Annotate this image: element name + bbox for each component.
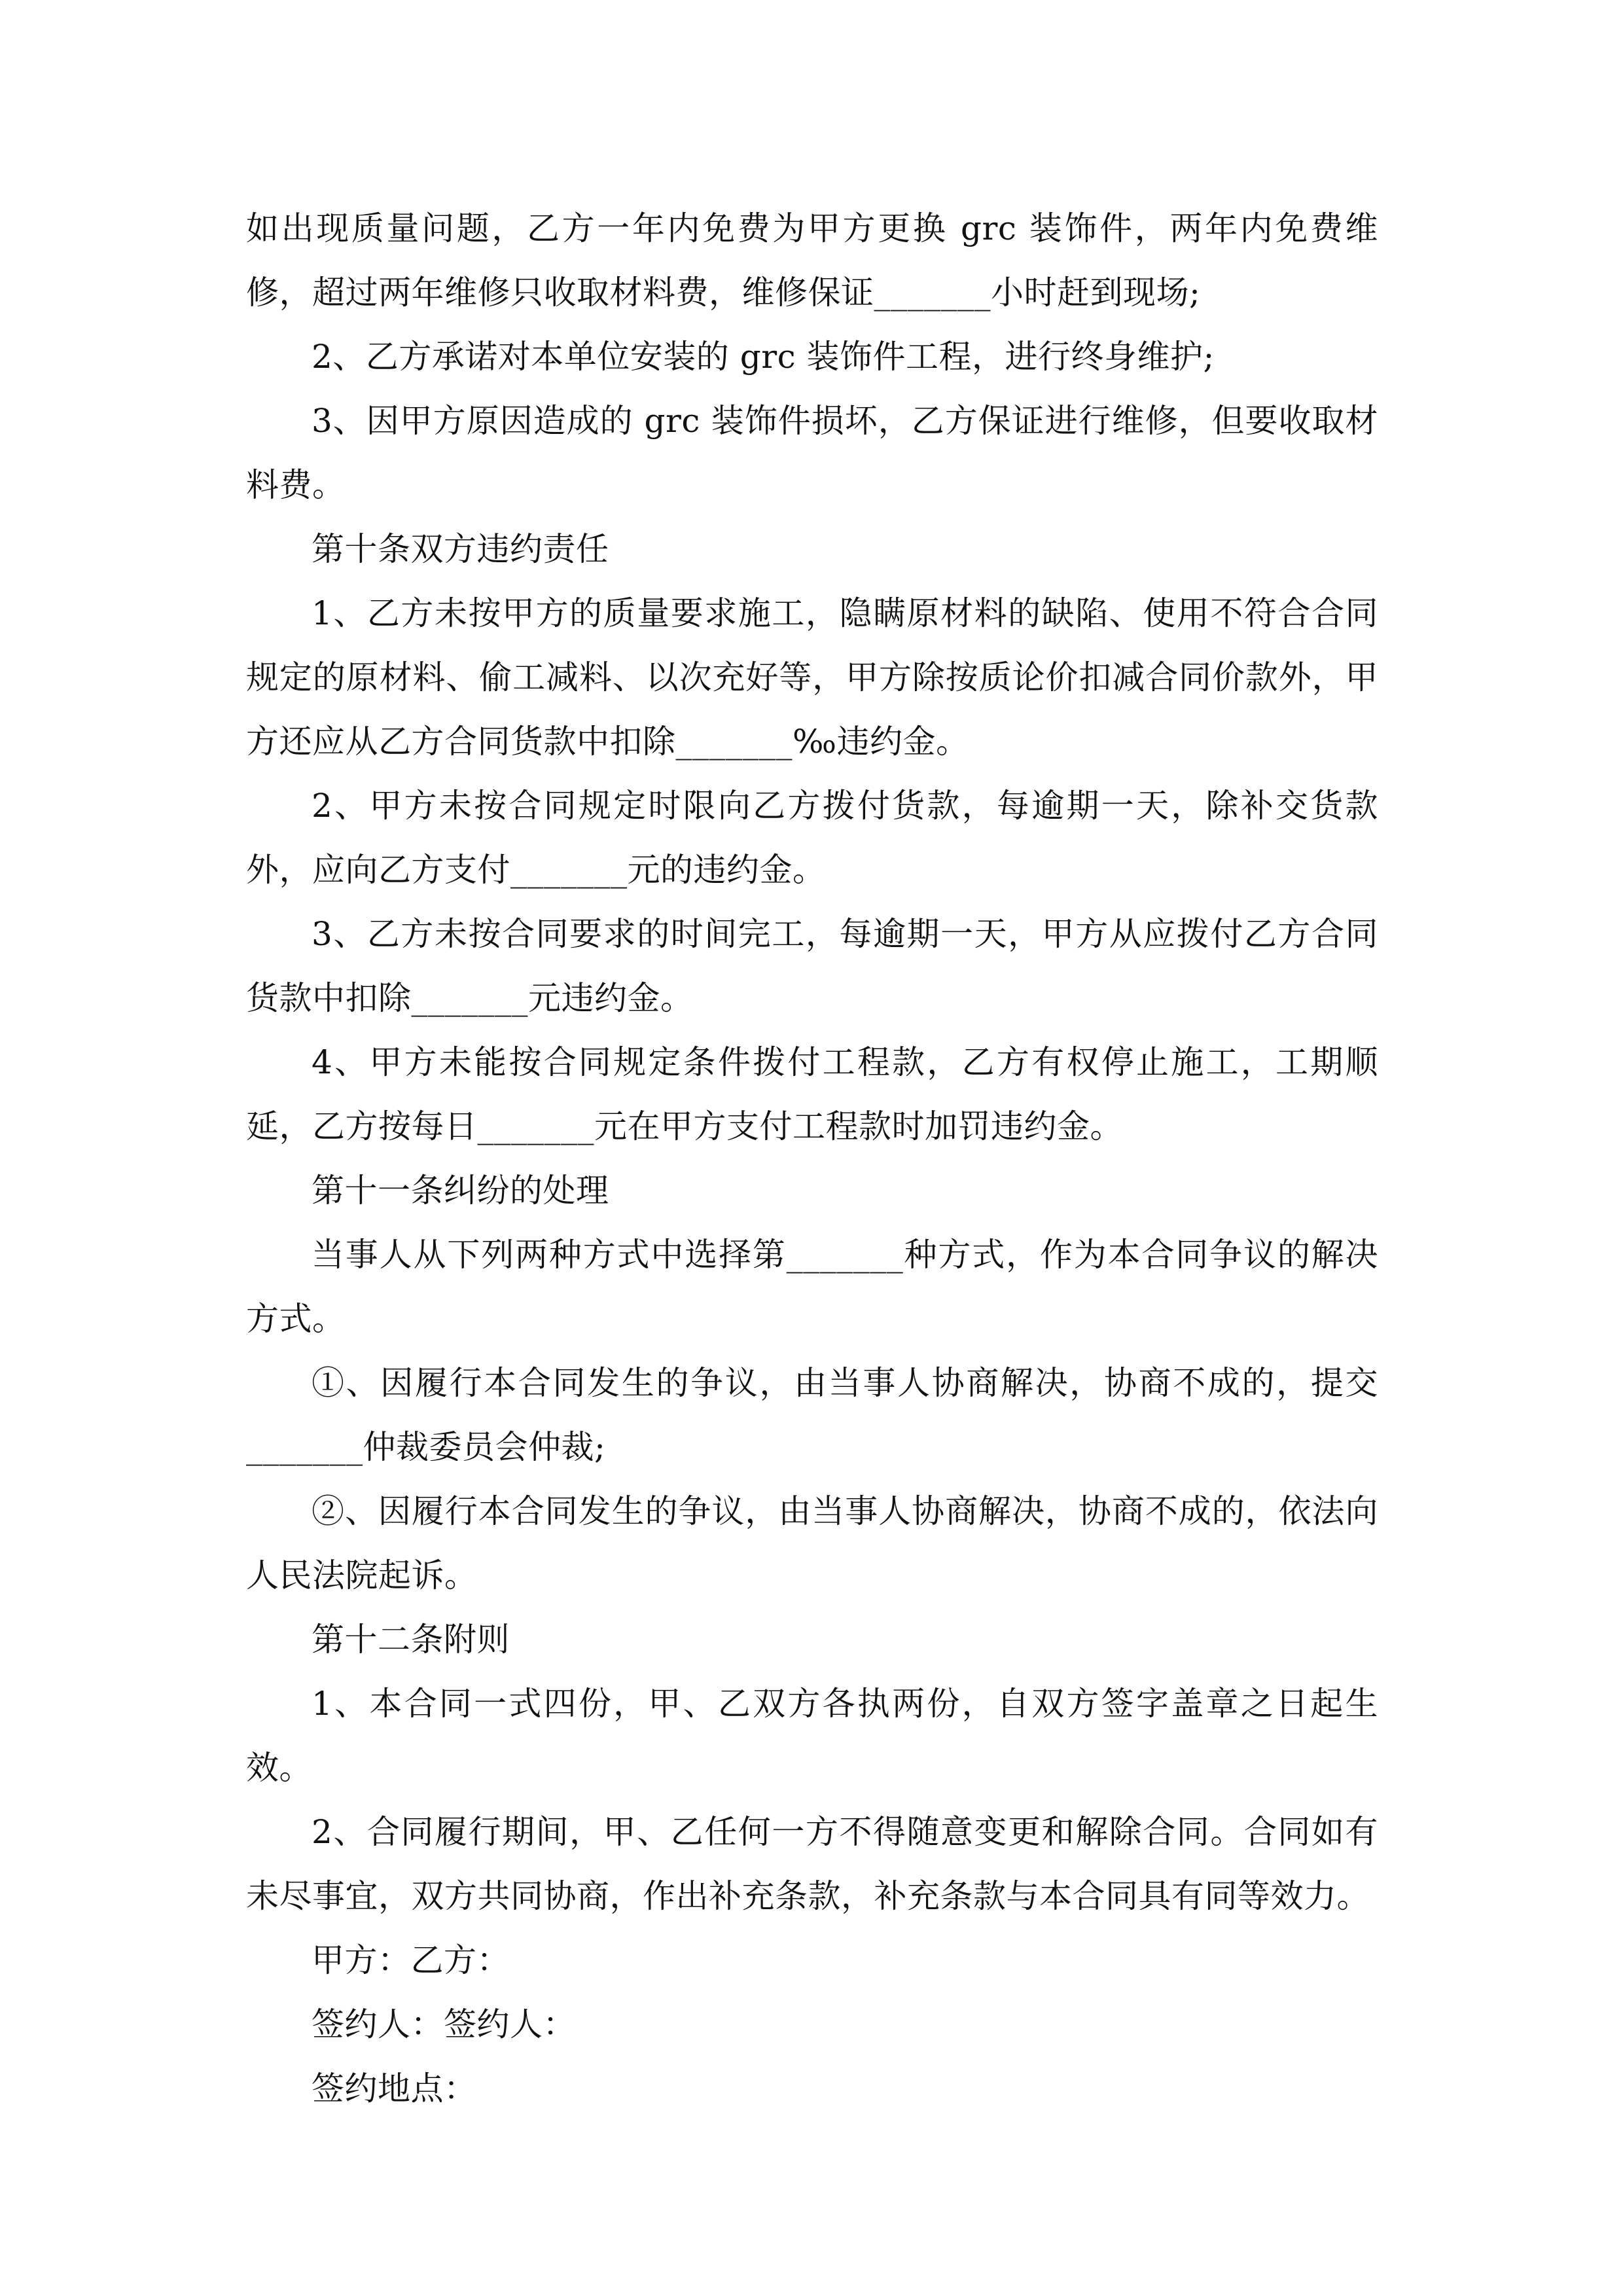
contract-body [246,196,1378,2121]
paragraph-damage-repair: 3、因甲方原因造成的 grc 装饰件损坏，乙方保证进行维修，但要收取材料费。 [246,402,1378,504]
paragraph-warranty-intro: 如出现质量问题，乙方一年内免费为甲方更换 grc 装饰件，两年内免费维修，超过两年维修只收取材料费，维修保证_______小时赶到现场; [246,209,1378,312]
paragraph-copies: 1、本合同一式四份，甲、乙双方各执两份，自双方签字盖章之日起生效。 [246,1685,1378,1787]
article-10-heading: 第十条双方违约责任 [312,530,609,568]
paragraph-court-option: ②、因履行本合同发生的争议，由当事人协商解决，协商不成的，依法向人民法院起诉。 [246,1492,1378,1594]
signature-location: 签约地点： [312,2070,477,2108]
paragraph-work-stoppage: 4、甲方未能按合同规定条件拨付工程款，乙方有权停止施工，工期顺延，乙方按每日_______元在甲方支付工程款时加罚违约金。 [246,1043,1378,1145]
signature-parties: 甲方：乙方： [312,1941,510,1979]
article-11-heading: 第十一条纠纷的处理 [312,1172,609,1210]
paragraph-late-payment: 2、甲方未按合同规定时限向乙方拨付货款，每逾期一天，除补交货款外，应向乙方支付_______元的违约金。 [246,787,1378,889]
paragraph-quality-breach: 1、乙方未按甲方的质量要求施工，隐瞒原材料的缺陷、使用不符合合同规定的原材料、偷工减料、以次充好等，甲方除按质论价扣减合同价款外，甲方还应从乙方合同货款中扣除_______‰违约金。 [246,594,1378,761]
paragraph-amendments: 2、合同履行期间，甲、乙任何一方不得随意变更和解除合同。合同如有未尽事宜，双方共同协商，作出补充条款，补充条款与本合同具有同等效力。 [246,1813,1378,1915]
paragraph-dispute-choice: 当事人从下列两种方式中选择第_______种方式，作为本合同争议的解决方式。 [246,1236,1378,1338]
paragraph-arbitration-option: ①、因履行本合同发生的争议，由当事人协商解决，协商不成的，提交_______仲裁委员会仲裁; [246,1364,1378,1466]
paragraph-late-completion: 3、乙方未按合同要求的时间完工，每逾期一天，甲方从应拨付乙方合同货款中扣除_______元违约金。 [246,915,1378,1017]
signature-signatories: 签约人：签约人： [312,2005,576,2043]
paragraph-lifetime-maintenance: 2、乙方承诺对本单位安装的 grc 装饰件工程，进行终身维护; [312,338,1215,376]
article-12-heading: 第十二条附则 [312,1621,510,1659]
